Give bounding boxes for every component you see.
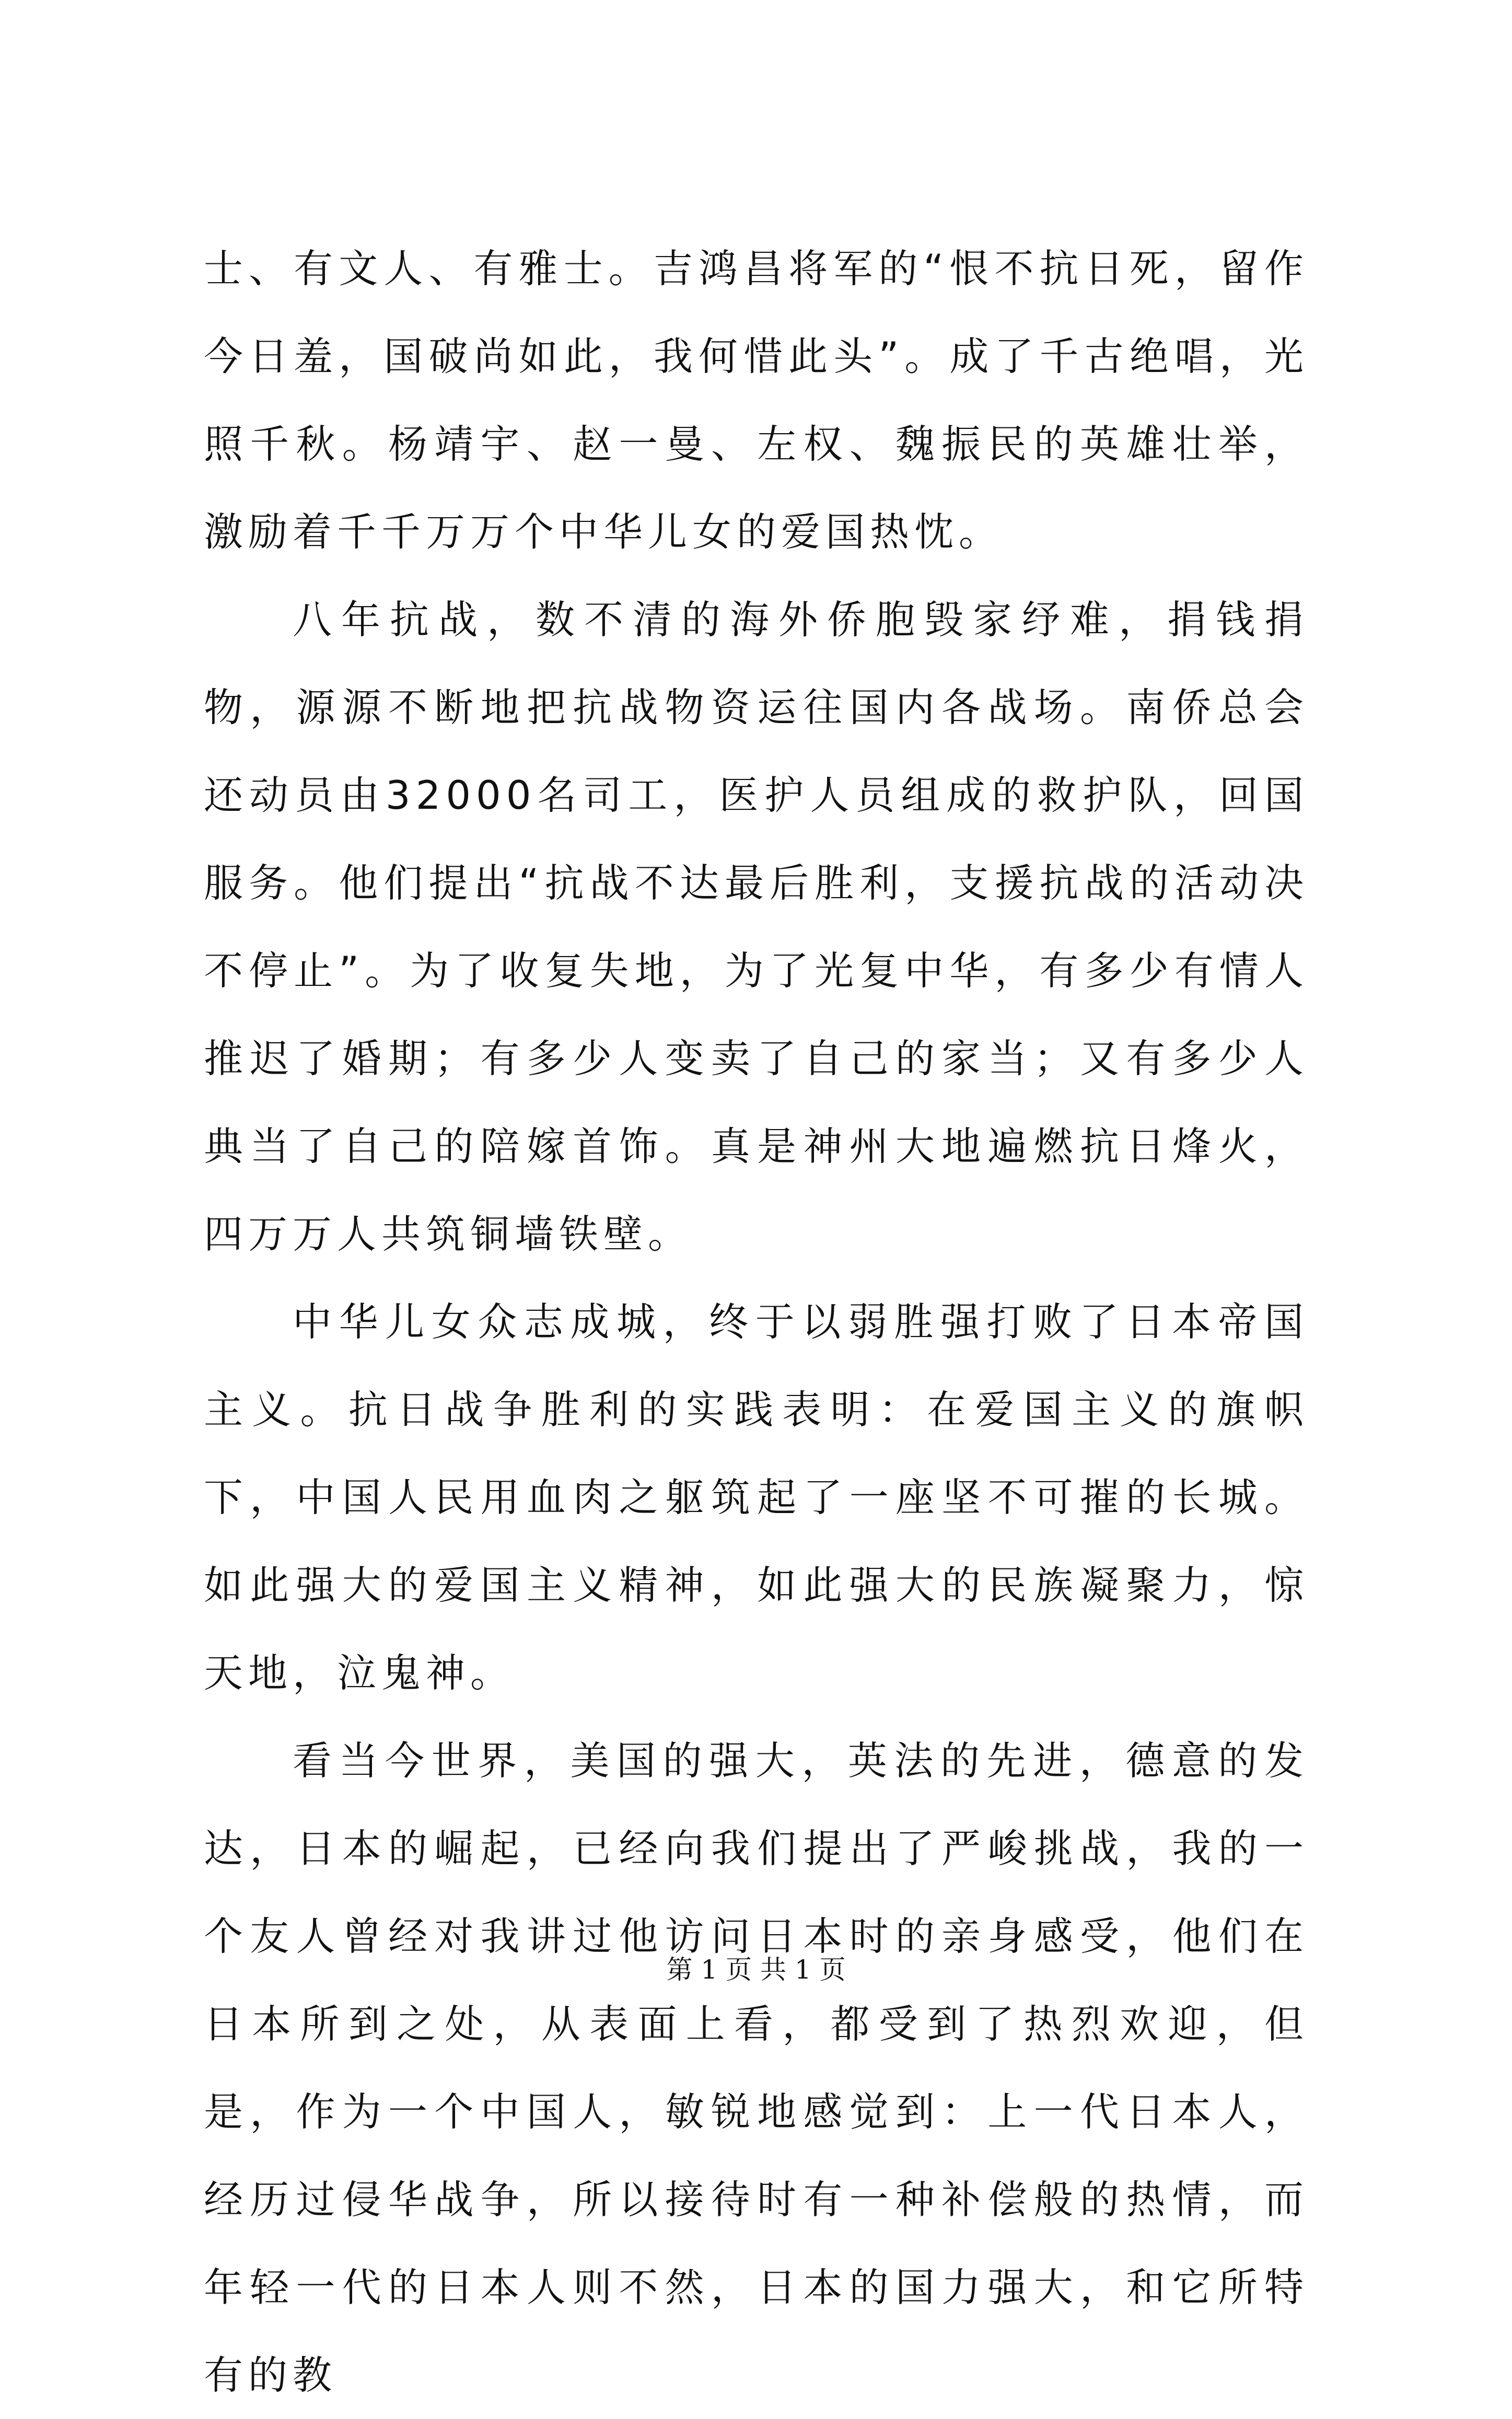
document-body [204, 225, 1309, 2419]
paragraph-4: 看当今世界，美国的强大，英法的先进，德意的发达，日本的崛起，已经向我们提出了严峻挑战，我的一个友人曾经对我讲过他访问日本时的亲身感受，他们在日本所到之处，从表面上看，都受到了热烈欢迎，但是，作为一个中国人，敏锐地感觉到：上一代日本人，经历过侵华战争，所以接待时有一种补偿般的热情，而年轻一代的日本人则不然，日本的国力强大，和它所特有的教 [204, 1738, 1309, 2398]
paragraph-1: 士、有文人、有雅士。吉鸿昌将军的“恨不抗日死，留作今日羞，国破尚如此，我何惜此头”。成了千古绝唱，光照千秋。杨靖宇、赵一曼、左权、魏振民的英雄壮举，激励着千千万万个中华儿女的爱国热忱。 [204, 246, 1309, 555]
paragraph-3: 中华儿女众志成城，终于以弱胜强打败了日本帝国主义。抗日战争胜利的实践表明：在爱国主义的旗帜下，中国人民用血肉之躯筑起了一座坚不可摧的长城。如此强大的爱国主义精神，如此强大的民族凝聚力，惊天地，泣鬼神。 [204, 1299, 1309, 1696]
paragraph-2: 八年抗战，数不清的海外侨胞毁家纾难，捐钱捐物，源源不断地把抗战物资运往国内各战场。南侨总会还动员由32000名司工，医护人员组成的救护队，回国服务。他们提出“抗战不达最后胜利，支援抗战的活动决不停止”。为了收复失地，为了光复中华，有多少有情人推迟了婚期；有多少人变卖了自己的家当；又有多少人典当了自己的陪嫁首饰。真是神州大地遍燃抗日烽火，四万万人共筑铜墙铁壁。 [204, 597, 1309, 1257]
page-number-footer: 第 1 页 共 1 页 [666, 1955, 846, 1985]
